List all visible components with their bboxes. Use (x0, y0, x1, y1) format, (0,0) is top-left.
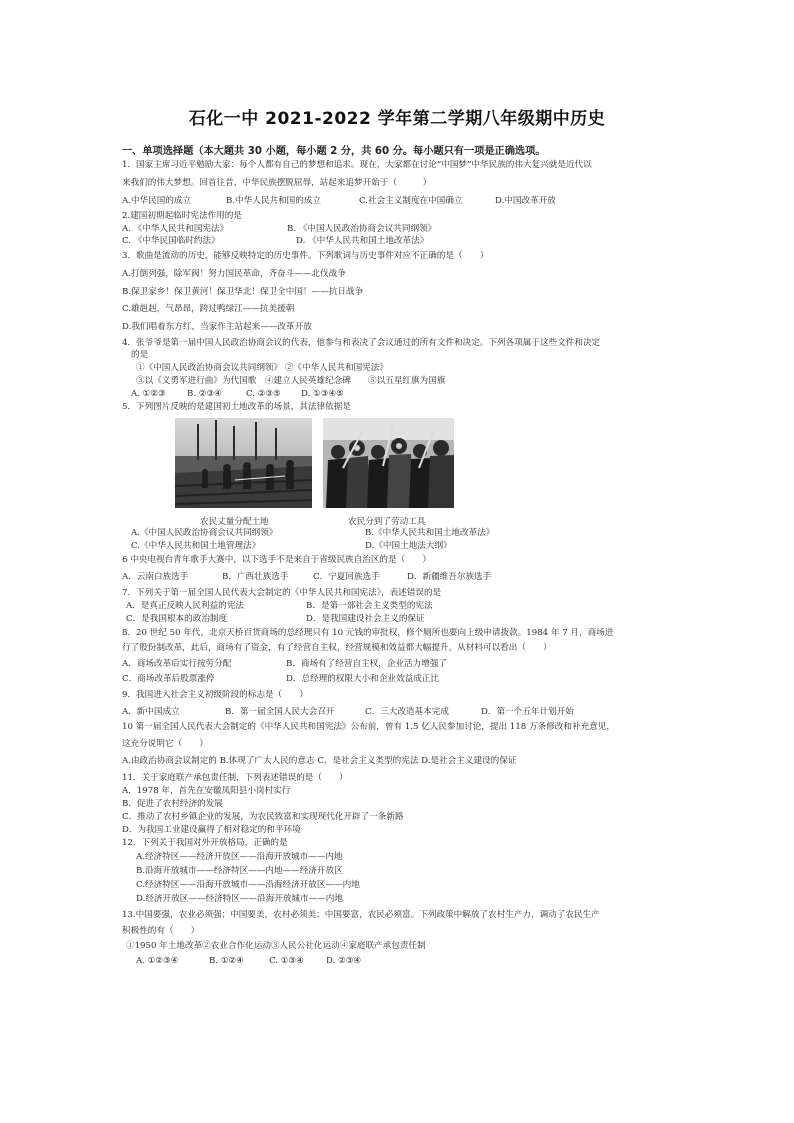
q8-option-b[interactable]: B．商场有了经营自主权，企业活力增强了 (286, 659, 448, 669)
q2-option-b[interactable]: B. 《中国人民政治协商会议共同纲领》 (287, 224, 437, 234)
q1-option-b[interactable]: B.中华人民共和国的成立 (226, 196, 321, 206)
q13-stem-line2: 积极性的有（ ） (122, 926, 200, 936)
q8-stem-line2: 行了股份制改革，此后，商场有了资金，有了经营自主权，经营规模和效益都大幅提升。从材料可以看出（ ） (122, 643, 552, 653)
q5-stem: 5．下列图片反映的是建国初土地改革的场景，其法律依据是 (122, 402, 351, 412)
q9-stem: 9．我国进入社会主义初级阶段的标志是（ ） (122, 690, 308, 700)
q6-option-a[interactable]: A．云南白族选手 (122, 572, 189, 582)
q9-option-c[interactable]: C．三大改造基本完成 (365, 707, 449, 717)
q2-option-a[interactable]: A. 《中华人民共和国宪法》 (122, 224, 229, 234)
q7-option-a[interactable]: A．是真正反映人民利益的宪法 (126, 601, 244, 611)
q4-stem-line1: 4．张爷爷是第一届中国人民政治协商会议的代表，他参与和表决了会议通过的所有文件和决定。下列各项属于这些文件和决定 (122, 338, 601, 348)
q2-option-d[interactable]: D. 《中华人民共和国土地改革法》 (296, 236, 429, 246)
q7-option-c[interactable]: C．是我国根本的政治制度 (126, 614, 228, 624)
q5-option-d[interactable]: D.《中国土地法大纲》 (365, 541, 452, 551)
q12-option-a[interactable]: A.经济特区——经济开放区——沿海开放城市——内地 (136, 852, 343, 862)
q10-stem-line2: 这充分说明它（ ） (122, 739, 208, 749)
q12-stem: 12．下列关于我国对外开放格局，正确的是 (122, 838, 288, 848)
q8-option-d[interactable]: D．总经理的权限大小和企业效益成正比 (286, 674, 439, 684)
q10-stem-line1: 10 第一届全国人民代表大会制定的《中华人民共和国宪法》公布前，曾有 1.5 亿人民参加讨论，提出 118 万条修改和补充意见， (122, 722, 615, 732)
q5-option-b[interactable]: B.《中华人民共和国土地改革法》 (365, 528, 495, 538)
q11-option-d[interactable]: D．为我国工业建设赢得了相对稳定的和平环境 (122, 825, 301, 835)
q4-option-b[interactable]: B. ②③④ (187, 389, 222, 399)
q6-option-d[interactable]: D．新疆维吾尔族选手 (407, 572, 492, 582)
q1-option-a[interactable]: A.中华民国的成立 (122, 196, 192, 206)
q4-option-d[interactable]: D. ①③④⑤ (301, 389, 344, 399)
q3-option-d[interactable]: D.我们唱着东方红，当家作主站起来——改革开放 (122, 322, 312, 332)
q11-option-a[interactable]: A．1978 年，首先在安徽凤阳县小岗村实行 (122, 786, 291, 796)
q13-option-c[interactable]: C. ①③④ (269, 956, 304, 966)
q13-option-a[interactable]: A. ①②③④ (136, 956, 179, 966)
q7-option-d[interactable]: D．是我国建设社会主义的保证 (306, 614, 425, 624)
q4-items-line2: ③以《义勇军进行曲》为代国歌 ④建立人民英雄纪念碑 ⑤以五星红旗为国旗 (136, 376, 446, 386)
q8-option-a[interactable]: A．商场改革后实行按劳分配 (122, 659, 232, 669)
q1-stem-line1: 1．国家主席习近平勉励大家：每个人都有自己的梦想和追求。现在，大家都在讨论“中国梦”中华民族的伟大复兴就是近代以 (122, 160, 592, 170)
q13-option-b[interactable]: B. ①②④ (209, 956, 244, 966)
q11-option-b[interactable]: B．促进了农村经济的发展 (122, 799, 223, 809)
q3-option-b[interactable]: B.保卫家乡！保卫黄河！保卫华北！保卫全中国！——抗日战争 (122, 287, 364, 297)
q10-options[interactable]: A.由政治协商会议制定的 B.体现了广大人民的意志 C、是社会主义类型的宪法 D.是社会主义建设的保证 (122, 756, 517, 766)
q6-option-c[interactable]: C．宁夏回族选手 (313, 572, 380, 582)
q2-option-c[interactable]: C. 《中华民国临时约法》 (122, 236, 220, 246)
q6-stem: 6 中央电视台青年歌手大赛中，以下选手不是来自于省级民族自治区的是（ ） (122, 555, 431, 565)
q8-stem-line1: 8．20 世纪 50 年代，北京天桥百货商场的总经理只有 10 元钱的审批权，修个厕所也要向上级申请拨款。1984 年 7 月，商场进 (122, 628, 614, 638)
q9-option-a[interactable]: A．新中国成立 (122, 707, 180, 717)
q9-option-b[interactable]: B．第一届全国人民大会召开 (225, 707, 335, 717)
q1-option-c[interactable]: C.社会主义制度在中国确立 (359, 196, 463, 206)
q3-option-c[interactable]: C.雄赳赳，气昂昂，跨过鸭绿江——抗美援朝 (122, 304, 295, 314)
q8-option-c[interactable]: C．商场改革后股票涨停 (122, 674, 215, 684)
q3-stem: 3．歌曲是流动的历史，能够反映特定的历史事件。下列歌词与历史事件对应不正确的是（ ） (122, 251, 489, 261)
q4-items-line1: ①《中国人民政治协商会议共同纲领》 ②《中华人民共和国宪法》 (136, 363, 388, 373)
q9-option-d[interactable]: D．第一个五年计划开始 (481, 707, 574, 717)
q7-stem: 7．下列关于第一届全国人民代表大会制定的《中华人民共和国宪法》，表述错误的是 (122, 588, 442, 598)
q1-stem-line2: 来我们的伟大梦想。回首往昔，中华民族摆脱屈辱，站起来追梦开始于（ ） (122, 178, 432, 188)
q4-stem-line2: 的是 (131, 350, 149, 360)
q13-items: ①1950 年土地改革②农业合作化运动③人民公社化运动④家庭联产承包责任制 (126, 941, 426, 951)
exam-title: 石化一中 2021-2022 学年第二学期八年级期中历史 (188, 109, 606, 129)
q12-option-d[interactable]: D.经济开放区——经济特区——沿海开放城市——内地 (136, 894, 343, 904)
q4-option-c[interactable]: C. ②③⑤ (246, 389, 281, 399)
q12-option-c[interactable]: C.经济特区——沿海开放城市——沿海经济开放区——内地 (136, 880, 360, 890)
q13-stem-line1: 13.中国要强，农业必须强；中国要美，农村必须美；中国要富，农民必须富。下列政策中解放了农村生产力，调动了农民生产 (122, 910, 600, 920)
farm-tools-photo (323, 418, 454, 508)
q2-stem: 2.建国初期起临时宪法作用的是 (122, 211, 242, 221)
q5-option-c[interactable]: C.《中华人民共和国土地管理法》 (131, 541, 261, 551)
q7-option-b[interactable]: B．是第一部社会主义类型的宪法 (306, 601, 433, 611)
q6-option-b[interactable]: B．广西壮族选手 (222, 572, 289, 582)
q13-option-d[interactable]: D. ②③④ (326, 956, 362, 966)
q3-option-a[interactable]: A.打倒列强，除军阀！努力国民革命，齐奋斗——北伐战争 (122, 269, 346, 279)
q12-option-b[interactable]: B.沿海开放城市——经济特区——内地——经济开放区 (136, 866, 343, 876)
section-heading: 一、单项选择题（本大题共 30 小题，每小题 2 分，共 60 分。每小题只有一项是正确选项。 (122, 146, 546, 157)
q11-option-c[interactable]: C．推动了农村乡镇企业的发展，为农民致富和实现现代化开辟了一条新路 (122, 812, 404, 822)
q5-option-a[interactable]: A.《中国人民政治协商会议共同纲领》 (131, 528, 278, 538)
photo-caption-land: 农民丈量分配土地 (200, 517, 269, 527)
land-measuring-photo (175, 418, 312, 508)
q1-option-d[interactable]: D.中国改革开放 (495, 196, 556, 206)
q4-option-a[interactable]: A. ①②③ (131, 389, 166, 399)
q11-stem: 11．关于家庭联产承包责任制，下列表述错误的是（ ） (122, 773, 348, 783)
photo-caption-tools: 农民分到了劳动工具 (348, 517, 426, 527)
